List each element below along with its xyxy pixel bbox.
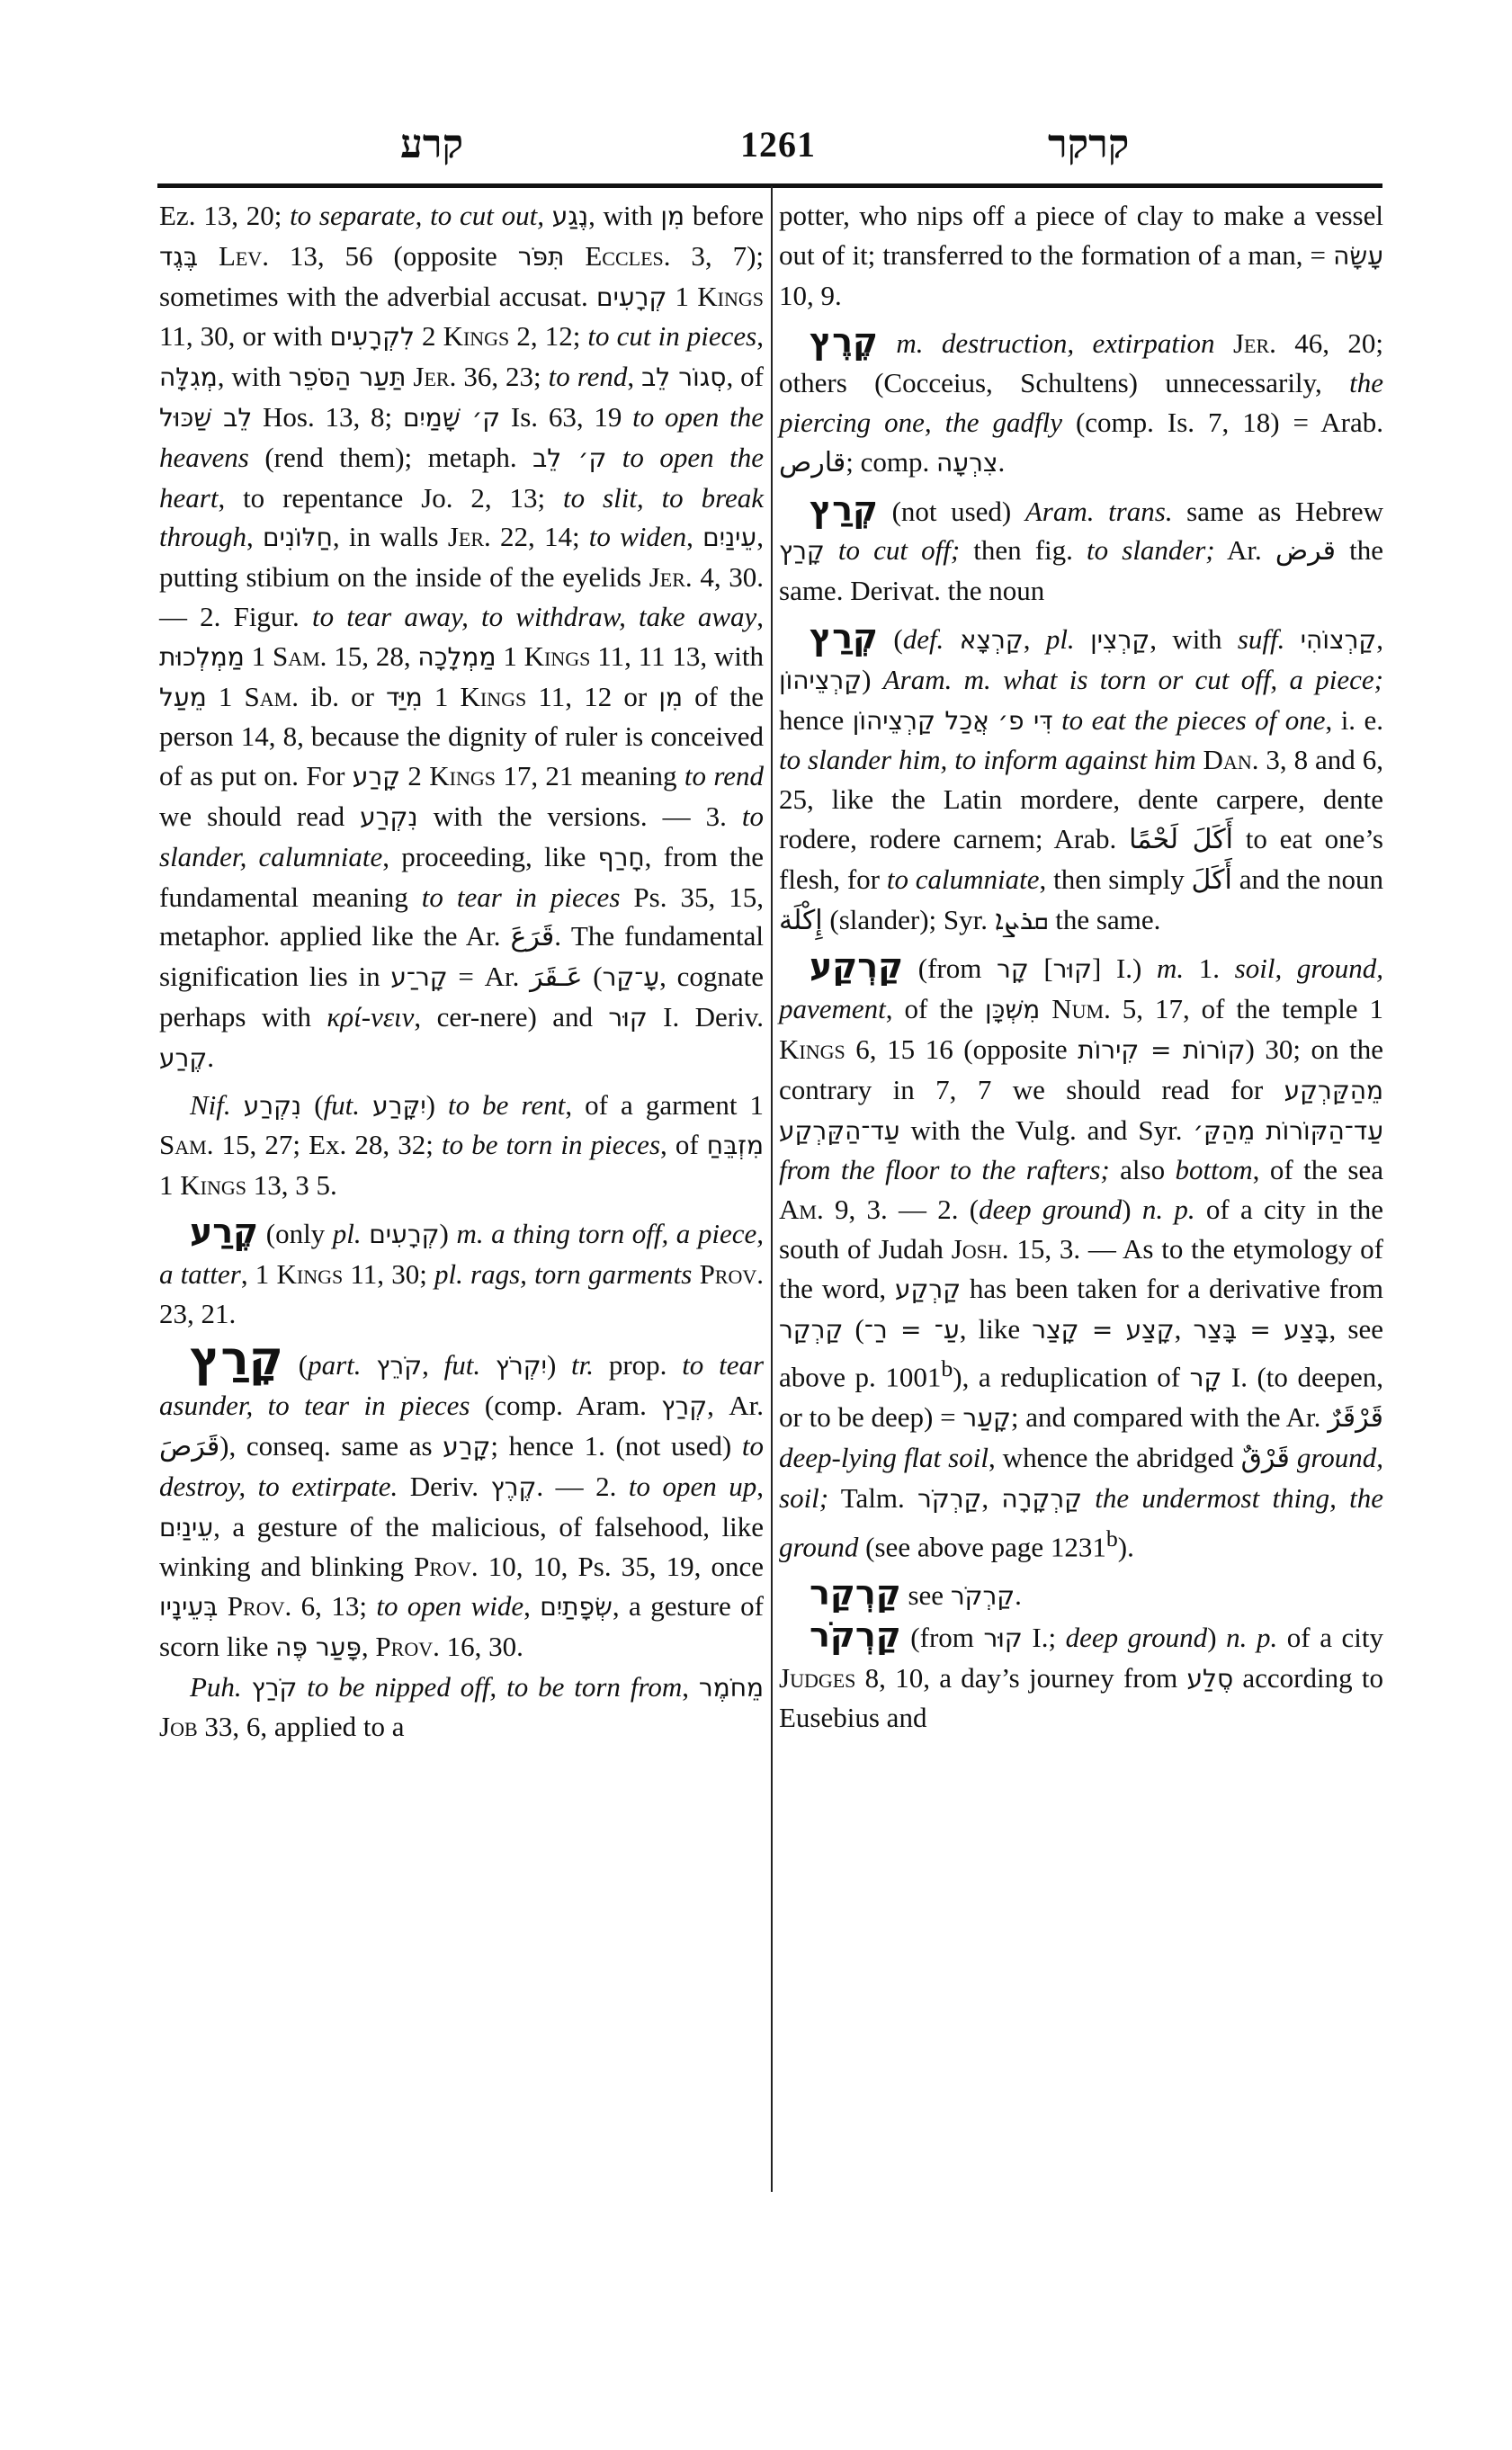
header-rule [157,183,1382,188]
entry-puhal: Puh. קֹרַץ to be nipped off, to be torn from, מֵחֹמֶר Job 33, 6, applied to a [159,1670,765,1743]
entry-qeres: קֶרֶץ m. destruction, extirpation Jer. 46, 20; others (Cocceius, Schultens) unnecessarily, the piercing one, the gadfly (comp. Is. 7, 18) = Arab. قارص; comp. צִרְעָה. [779,321,1384,478]
headword: קֶרַע [190,1211,259,1251]
entry-qarqar-cross-reference: קַרְקַר see קַרְקֹר. [810,1572,1022,1613]
left-column [159,196,764,1747]
entry-qera: קֶרַע (only pl. קְרָעִים) m. a thing torn off, a piece, a tatter, 1 Kings 11, 30; pl. rags, torn garments Prov. 23, 21. [159,1211,765,1329]
headword: קַרְקַר [810,1572,901,1613]
column-divider [771,186,773,2192]
headword: קַרְקֹר [810,1614,901,1655]
entry-qerats-noun: קְרַץ (def. קַרְצָא, pl. קַרְצִין, with suff. קַרְצוֹהִי, קַרְצֵיהוֹן) Aram. m. what is torn or cut off, a piece; hence אֲכַל קַרְצֵיהוֹן דִּי פ׳ to eat the pieces of one, i. e. to slander him, to inform against him Dan. 3, 8 and 6, 25, like the Latin mordere, dente carpere, dente rodere, rodere carnem; Arab. أَكَلَ لَحْمًا to eat one’s flesh, for to calumniate, then simply أَكَلَ and the noun إِكْلَة (slander); Syr. ܩܪܨܐ the same. [779,616,1384,936]
left-guide-word: קרע [400,121,464,167]
right-guide-word: קרקר [1048,121,1130,167]
entry-qeras-aramaic-verb: קְרַץ (not used) Aram. trans. same as Hebrew קָרַץ to cut off; then fig. to slander; Ar. قرض the same. Derivat. the noun [779,488,1383,607]
entry-qaras: קָרַץ (part. קֹרֵץ, fut. יִקְרֹץ) tr. prop. to tear asunder, to tear in pieces (comp. Aram. קְרַץ, Ar. قَرَصَ), conseq. same as קָרַע; hence 1. (not used) to destroy, to extirpate. Deriv. קֶרֶץ. — 2. to open up, עֵינַיִם, a gesture of the malicious, of falsehood, like winking and blinking Prov. 10, 10, Ps. 35, 19, once בְּעֵינָיו Prov. 6, 13; to open wide, שְׂפָתַיִם, a gesture of scorn like פָּעַר פֶּה, Prov. 16, 30. [159,1332,765,1662]
entry-puhal-continuation: potter, who nips off a piece of clay to make a vessel out of it; transferred to the formation of a man, = עָשָׂה 10, 9. [779,200,1383,311]
page-number: 1261 [740,124,816,165]
entry-qarqor: קַרְקֹר (from קוּר I.; deep ground) n. p. of a city Judges 8, 10, a day’s journey from סֶלַע according to Eusebius and [779,1614,1384,1734]
entry-nifal: Nif. נִקְרַע (fut. יִקָּרַע) to be rent, of a garment 1 Sam. 15, 27; Ex. 28, 32; to be torn in pieces, of מִזְבֵּחַ 1 Kings 13, 3 5. [159,1088,765,1202]
headword: קְרַץ [810,488,878,529]
headword: קָרַץ [190,1332,283,1387]
ref-lev: Lev. [218,239,269,272]
headword: קַרְקַע [810,946,904,987]
right-column [779,196,1383,1738]
running-head [157,121,1381,184]
entry-qara-continuation: Ez. 13, 20; to separate, to cut out, נֶגַע, with מִן before בֶּגֶד Lev. 13, 56 (opposite תִּפֹּר Eccles. 3, 7); sometimes with the adverbial accusat. קְרָעִים 1 Kings 11, 30, or with לִקְרָעִים 2 Kings 2, 12; to cut in pieces, מְגִלָּה, with תַּעַר הַסֹּפֵר Jer. 36, 23; to rend, סְגוֹר לֵב, of לֵב שַׁכּוּל Hos. 13, 8; ק׳ שָׁמַיִם Is. 63, 19 to open the heavens (rend them); metaph. ק׳ לֵב to open the heart, to repentance Jo. 2, 13; to slit, to break through, חַלּוֹנִים, in walls Jer. 22, 14; to widen, עֵינַיִם, putting stibium on the inside of the eyelids Jer. 4, 30. — 2. Figur. to tear away, to withdraw, take away, מַמְלְכוּת 1 Sam. 15, 28, מַמְלָכָה 1 Kings 11, 11 13, with מֵעַל 1 Sam. ib. or מִיַּד 1 Kings 11, 12 or מִן of the person 14, 8, because the dignity of ruler is conceived of as put on. For קָרַע 2 Kings 17, 21 meaning to rend we should read נִקְרַע with the versions. — 3. to slander, calumniate, proceeding, like חָרַף, from the fundamental meaning to tear in pieces Ps. 35, 15, metaphor. applied like the Ar. قَرَعَ. The fundamental signification lies in קָר־ַע = Ar. عَـقَرَ (עָ־קַר, cognate perhaps with κρί-νειν, cer-nere) and קוּר I. Deriv. קֶרַע. [159,200,765,1073]
headword: קְרַץ [810,616,878,657]
entry-qarqa: קַרְקַע (from קָר [קוּר] I.) m. 1. soil, ground, pavement, of the מִשְׁכָּן Num. 5, 17, of the temple 1 Kings 6, 15 16 (opposite קוֹרוֹת = קִירוֹת) 30; on the contrary in 7, 7 we should read for מֵהַקַּרְקַע עַד־הַקַּרְקַע with the Vulg. and Syr. מֵהַקַּ׳ עַד־הַקּוֹרוֹת from the floor to the rafters; also bottom, of the sea Am. 9, 3. — 2. (deep ground) n. p. of a city in the south of Judah Josh. 15, 3. — As to the etymology of the word, קַרְקַע has been taken for a derivative from קַרְקַר (עַ־ = רַ־, like קָצַע = קָצַר, בָּצַע = בָּצַר, see above p. 1001$^b$), a reduplication of קָר I. (to deepen, or to be deep) = קָעַר; and compared with the Ar. قَرْقَرٌ deep-lying flat soil, whence the abridged قَرْقٌ ground, soil; Talm. קַרְקֹר, קַרְקָרָה the undermost thing, the ground (see above page 1231$^b$). [779,946,1384,1563]
headword: קֶרֶץ [810,321,878,362]
